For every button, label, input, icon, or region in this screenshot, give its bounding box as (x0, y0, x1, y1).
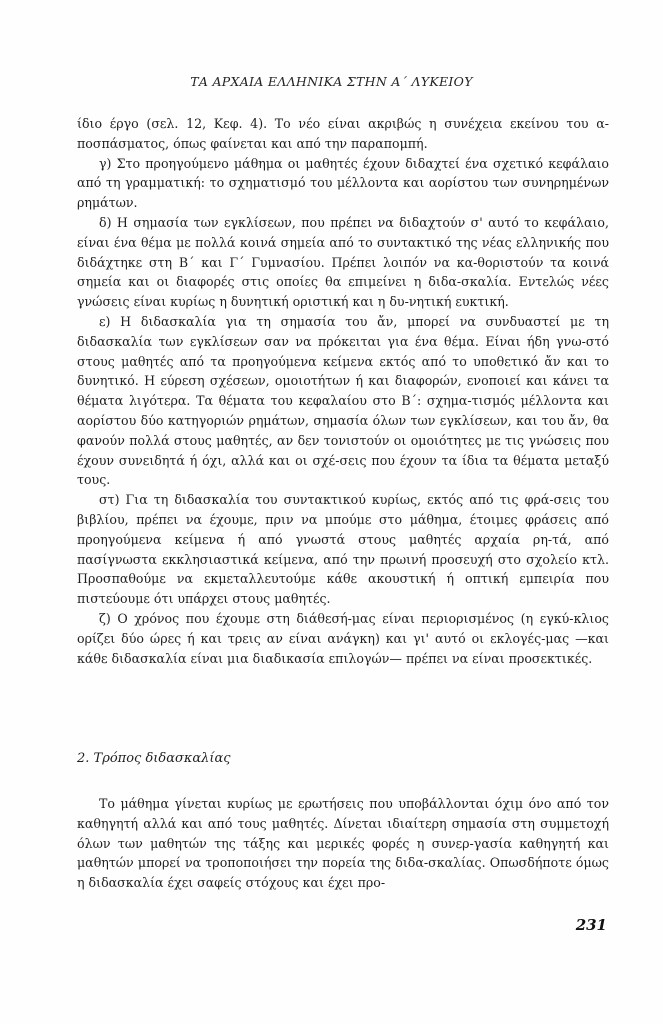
paragraph-epsilon: ε) Η διδασκαλία για τη σημασία του ἄν, μπορεί να συνδυαστεί με τη διδασκαλία των εγκλίσεων σαν να πρόκειται για ένα θέμα. Είναι ήδη γνω-στό στους μαθητές από τα προηγούμενα κείμενα εκτός από το υποθετικό ἄν και το δυνητικό. Η εύρεση σχέσεων, ομοιοτήτων ή και διαφορών, ενοποιεί και κάνει τα θέματα λιγότερα. Τα θέματα του κεφαλαίου στο Β΄: σχημα-τισμός μέλλοντα και αορίστου δύο κατηγοριών ρημάτων, σημασία όλων των εγκλίσεων, και του ἄν, θα φανούν πολλά στους μαθητές, αν δεν τονιστούν οι ομοιότητες με τις γνώσεις που έχουν συνειδητά ή όχι, αλλά και οι σχέ-σεις που έχουν τα ίδια τα θέματα μεταξύ τους. (77, 313, 609, 488)
section-heading: 2. Τρόπος διδασκαλίας (77, 751, 231, 766)
section-paragraph: Το μάθημα γίνεται κυρίως με ερωτήσεις που υποβάλλονται όχιμ όνο από τον καθηγητή αλλά και από τους μαθητές. Δίνεται ιδιαίτερη σημασία στη συμμετοχή όλων των μαθητών της τάξης και μερικές φορές η συνερ-γασία καθηγητή και μαθητών μπορεί να τροποποιήσει την πορεία της διδα-σκαλίας. Οπωσδήποτε όμως η διδασκαλία έχει σαφείς στόχους και έχει προ- (77, 796, 609, 891)
body-text (77, 114, 609, 668)
paragraph-gamma: γ) Στο προηγούμενο μάθημα οι μαθητές έχουν διδαχτεί ένα σχετικό κεφάλαιο από τη γραμματική: το σχηματισμό του μέλλοντα και αορίστου των συνηρημένων ρημάτων. (77, 155, 609, 211)
paragraph-continuation: ίδιο έργο (σελ. 12, Κεφ. 4). Το νέο είναι ακριβώς η συνέχεια εκείνου του α-ποσπάσματος, όπως φαίνεται και από την παραπομπή. (77, 116, 609, 151)
paragraph-stigma: στ) Για τη διδασκαλία του συντακτικού κυρίως, εκτός από τις φρά-σεις του βιβλίου, πρέπει να έχουμε, πριν να μπούμε στο μάθημα, έτοιμες φράσεις από προηγούμενα κείμενα ή από γνωστά στους μαθητές αρχαία ρη-τά, από πασίγνωστα εκκλησιαστικά κείμενα, από την πρωινή προσευχή στο σχολείο κτλ. Προσπαθούμε να εκμεταλλευτούμε κάθε ακουστική ή οπτική εμπειρία που πιστεύουμε ότι υπάρχει στους μαθητές. (77, 492, 609, 607)
paragraph-zeta: ζ) Ο χρόνος που έχουμε στη διάθεσή-μας είναι περιορισμένος (η εγκύ-κλιος ορίζει δύο ώρες ή και τρεις αν είναι ανάγκη) και γι' αυτό οι εκλογές-μας —και κάθε διδασκαλία είναι μια διαδικασία επιλογών— πρέπει να είναι προσεκτικές. (77, 610, 609, 666)
section-body (77, 794, 609, 893)
page-number: 231 (575, 916, 607, 934)
paragraph-delta: δ) Η σημασία των εγκλίσεων, που πρέπει να διδαχτούν σ' αυτό το κεφάλαιο, είναι ένα θέμα με πολλά κοινά σημεία από το συντακτικό της νέας ελληνικής που διδάχτηκε στη Β΄ και Γ΄ Γυμνασίου. Πρέπει λοιπόν να κα-θοριστούν τα κοινά σημεία και οι διαφορές στις οποίες θα επιμείνει η διδα-σκαλία. Εντελώς νέες γνώσεις είναι κυρίως η δυνητική οριστική και η δυ-νητική ευκτική. (77, 214, 609, 310)
running-header: ΤΑ ΑΡΧΑΙΑ ΕΛΛΗΝΙΚΑ ΣΤΗΝ Α΄ ΛΥΚΕΙΟΥ (190, 74, 473, 89)
